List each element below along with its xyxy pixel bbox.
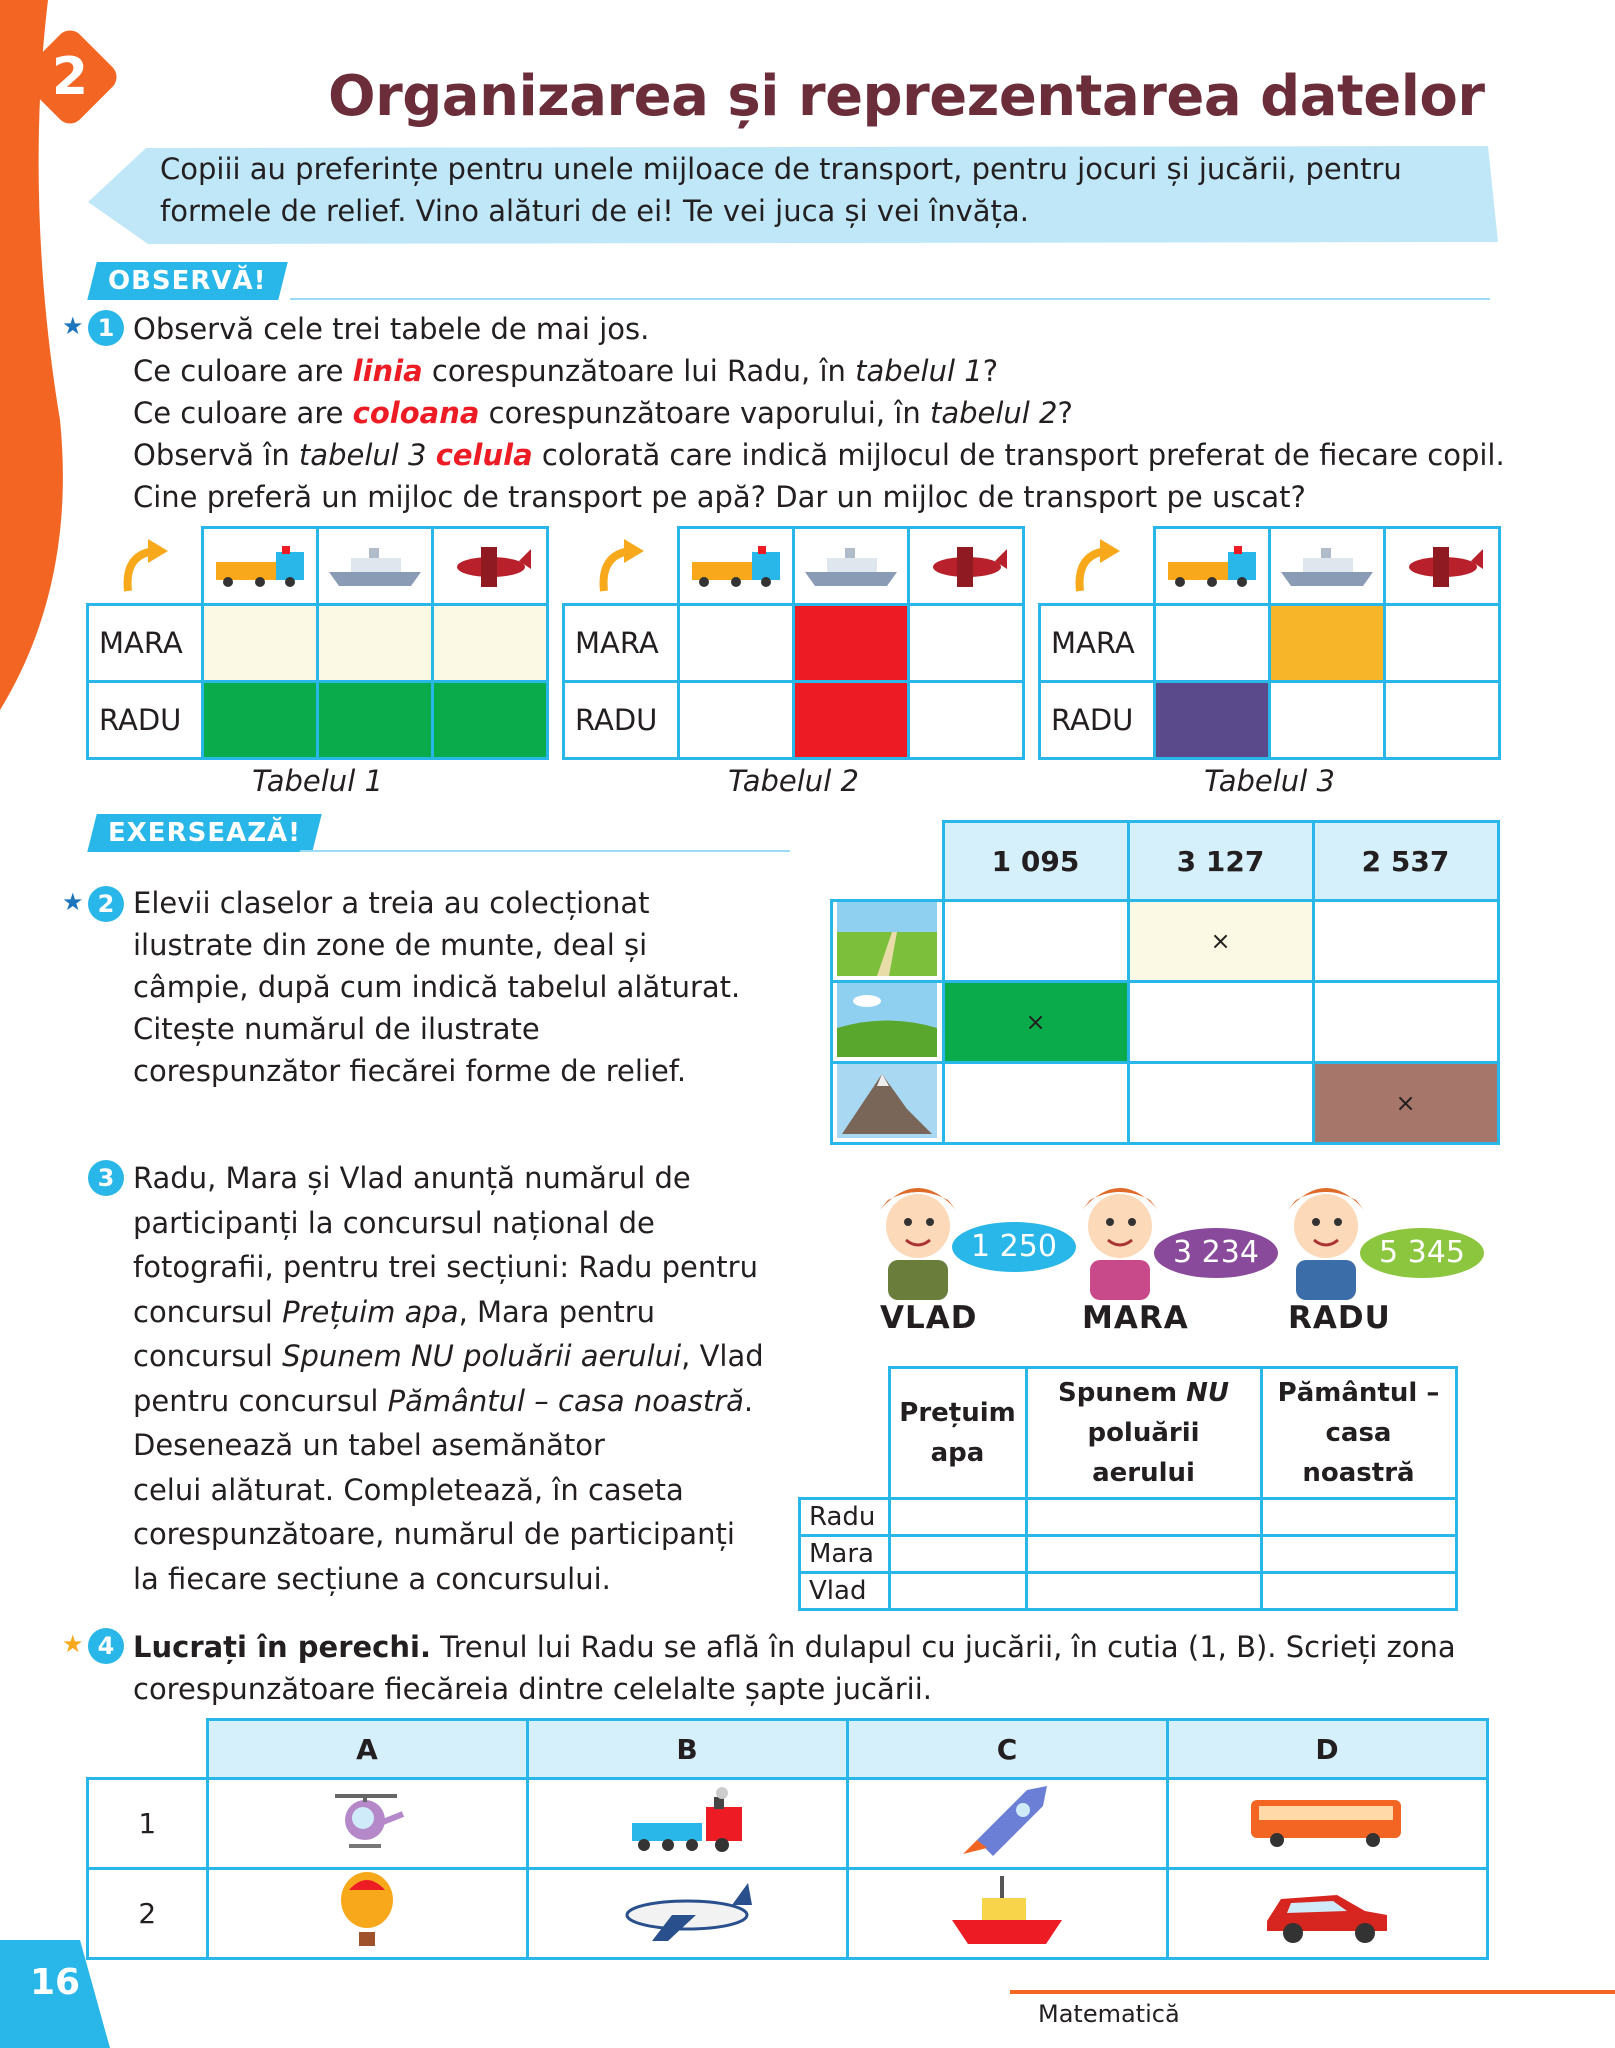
table-cell [679, 682, 794, 759]
col-label: A [207, 1720, 527, 1779]
relief-cell [943, 901, 1128, 982]
helicopter-icon [207, 1779, 527, 1869]
ship-icon [1270, 528, 1385, 605]
table-cell [203, 682, 318, 759]
table-cell [794, 605, 909, 682]
relief-cell [1313, 1063, 1498, 1144]
boat-icon [847, 1869, 1167, 1959]
row-label: MARA [88, 605, 203, 682]
page-number: 16 [30, 1962, 81, 2003]
star-icon: ★ [62, 888, 84, 916]
row-label: MARA [1040, 605, 1155, 682]
exercise-3-text: Radu, Mara și Vlad anunță numărul de participanți la concursul național de fotografii, pentru trei secțiuni: Radu pentru concursul Prețuim apa, Mara pentru concursul Spunem NU poluării aerului, Vlad pentru concursul Pământul – casa noastră. Desenează un tabel asemănător celui alăturat. Completează, în caseta corespunzătoare, numărul de participanți la fiecare secțiune a concursului. [133, 1161, 764, 1596]
hill-landscape-icon [832, 982, 944, 1063]
airplane-icon [433, 528, 548, 605]
table-cell [433, 605, 548, 682]
row-label: 2 [88, 1869, 208, 1959]
x-mark: × [1395, 1089, 1416, 1117]
plain-landscape-icon [832, 901, 944, 982]
rocket-icon [847, 1779, 1167, 1869]
train-icon [527, 1779, 847, 1869]
child-avatar [868, 1170, 968, 1304]
ship-icon [794, 528, 909, 605]
table-cell [1385, 605, 1500, 682]
table-3 [1038, 526, 1501, 798]
relief-header: 3 127 [1128, 822, 1313, 901]
col-label: D [1167, 1720, 1487, 1779]
col-header-water: Prețuim apa [889, 1368, 1026, 1499]
car-icon [1167, 1869, 1487, 1959]
train-icon [679, 528, 794, 605]
table-caption: Tabelul 1 [252, 764, 383, 798]
relief-cell [1313, 982, 1498, 1063]
row-label: RADU [1040, 682, 1155, 759]
toy-grid [86, 1718, 1489, 1960]
footer-rule [1010, 1990, 1615, 1994]
turn-arrow-icon [88, 528, 203, 605]
table-cell [1270, 682, 1385, 759]
row-label: 1 [88, 1779, 208, 1869]
relief-cell [1313, 901, 1498, 982]
mountain-landscape-icon [832, 1063, 944, 1144]
exercise-2-text: Elevii claselor a treia au colecționat ilustrate din zone de munte, deal și câmpie, după cum indică tabelul alăturat. Citește numărul de ilustrate corespunzător fiecărei forme de relief. [133, 886, 741, 1088]
row-label: RADU [88, 682, 203, 759]
child-name: RADU [1288, 1300, 1391, 1336]
exercise-number: 4 [88, 1628, 124, 1664]
bus-icon [1167, 1779, 1487, 1869]
turn-arrow-icon [1040, 528, 1155, 605]
airplane-icon [1385, 528, 1500, 605]
relief-cell [1128, 1063, 1313, 1144]
hot-air-balloon-icon [207, 1869, 527, 1959]
turn-arrow-icon [564, 528, 679, 605]
train-icon [203, 528, 318, 605]
section-exercise: EXERSEAZĂ! [87, 814, 322, 852]
contest-table [798, 1366, 1458, 1611]
footer-subject: Matematică [1038, 2000, 1180, 2028]
table-cell [433, 682, 548, 759]
exercise-number: 3 [88, 1160, 124, 1196]
exercise-1-text: Observă cele trei tabele de mai jos. Ce culoare are linia corespunzătoare lui Radu, în tabelul 1? Ce culoare are coloana corespunzătoare vaporului, în tabelul 2? Observă în tabelul 3 celula colorată care indică mijlocul de transport preferat de fiecare copil. Cine preferă un mijloc de transport pe apă? Dar un mijloc de transport pe uscat? [133, 312, 1505, 514]
row-label: Mara [800, 1536, 890, 1573]
col-label: C [847, 1720, 1167, 1779]
chapter-number: 2 [51, 47, 89, 107]
table-cell [318, 605, 433, 682]
intro-line-2: formele de relief. Vino alături de ei! Te vei juca și vei învăța. [160, 194, 1029, 228]
table-cell [794, 682, 909, 759]
relief-cell [943, 982, 1128, 1063]
relief-cell [1128, 901, 1313, 982]
exercise-4-text: Lucrați în perechi. Trenul lui Radu se află în dulapul cu jucării, în cutia (1, B). Scrieți zona corespunzătoare fiecăreia dintre celelalte șapte jucării. [133, 1630, 1456, 1706]
relief-header: 1 095 [943, 822, 1128, 901]
section-rule [300, 850, 790, 852]
participants-bubble: 5 345 [1360, 1228, 1484, 1278]
airplane-icon [527, 1869, 847, 1959]
relief-header: 2 537 [1313, 822, 1498, 901]
child-avatar [1070, 1170, 1170, 1304]
col-header-air: Spunem NU poluării aerului [1026, 1368, 1261, 1499]
table-caption: Tabelul 3 [1204, 764, 1335, 798]
star-icon: ★ [62, 1630, 84, 1658]
table-2 [562, 526, 1025, 798]
train-icon [1155, 528, 1270, 605]
table-caption: Tabelul 2 [728, 764, 859, 798]
table-1 [86, 526, 549, 798]
section-rule [290, 298, 1490, 300]
table-cell [203, 605, 318, 682]
table-cell [909, 605, 1024, 682]
airplane-icon [909, 528, 1024, 605]
page-title: Organizarea și reprezentarea datelor [328, 64, 1485, 129]
row-label: Vlad [800, 1573, 890, 1610]
col-label: B [527, 1720, 847, 1779]
participants-bubble: 3 234 [1154, 1228, 1278, 1278]
col-header-earth: Pământul – casa noastră [1261, 1368, 1456, 1499]
table-cell [1155, 605, 1270, 682]
table-cell [1385, 682, 1500, 759]
row-label: Radu [800, 1499, 890, 1536]
relief-cell [943, 1063, 1128, 1144]
star-icon: ★ [62, 312, 84, 340]
row-label: MARA [564, 605, 679, 682]
relief-table [830, 820, 1500, 1145]
row-label: RADU [564, 682, 679, 759]
participants-bubble: 1 250 [952, 1222, 1076, 1272]
table-cell [1155, 682, 1270, 759]
exercise-number: 2 [88, 886, 124, 922]
section-observe: OBSERVĂ! [87, 262, 287, 300]
table-cell [679, 605, 794, 682]
child-avatar [1276, 1170, 1376, 1304]
x-mark: × [1210, 927, 1231, 955]
relief-cell [1128, 982, 1313, 1063]
table-cell [1270, 605, 1385, 682]
table-cell [909, 682, 1024, 759]
child-name: VLAD [880, 1300, 978, 1336]
exercise-number: 1 [88, 310, 124, 346]
table-cell [318, 682, 433, 759]
intro-line-1: Copiii au preferințe pentru unele mijloace de transport, pentru jocuri și jucării, pentru [160, 152, 1402, 186]
x-mark: × [1025, 1008, 1046, 1036]
child-name: MARA [1082, 1300, 1189, 1336]
ship-icon [318, 528, 433, 605]
